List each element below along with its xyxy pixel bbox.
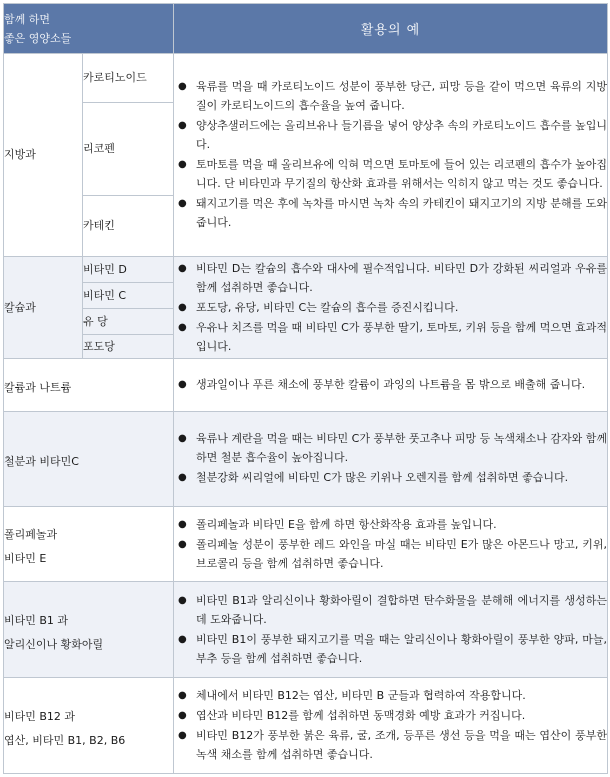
table-row	[4, 507, 608, 582]
table-row	[4, 54, 608, 102]
category-cell: 철분과 비타민C	[4, 411, 174, 507]
category-cell	[4, 507, 174, 582]
category-cell	[4, 582, 174, 678]
category-cell	[4, 678, 174, 774]
table-row	[4, 359, 608, 412]
list-item	[174, 686, 607, 705]
category-cell: 지방과	[4, 54, 83, 257]
category-line2: 비타민 E	[4, 552, 47, 566]
header-left-line2: 좋은 영양소들	[4, 31, 72, 45]
description-cell	[174, 582, 608, 678]
list-item	[174, 194, 607, 232]
description-cell	[174, 507, 608, 582]
description-cell	[174, 54, 608, 257]
table-row	[4, 257, 608, 283]
description-cell	[174, 678, 608, 774]
bullet-icon: ●	[178, 321, 187, 333]
list-item	[174, 535, 607, 573]
sub-cell: 비타민 C	[83, 283, 174, 309]
list-item	[174, 468, 607, 487]
bullet-icon: ●	[178, 710, 187, 722]
list-item	[174, 726, 607, 764]
bullet-icon: ●	[178, 120, 187, 132]
category-line2: 엽산, 비타민 B1, B2, B6	[4, 733, 126, 747]
item-text: 돼지고기를 먹은 후에 녹차를 마시면 녹차 속의 카테킨이 돼지고기의 지방 분해를 도와 줍니다.	[196, 197, 608, 230]
description-cell	[174, 411, 608, 507]
category-line1: 비타민 B12 과	[4, 709, 76, 723]
bullet-icon: ●	[178, 262, 187, 274]
bullet-icon: ●	[178, 690, 187, 702]
category-cell: 칼륨과 나트륨	[4, 359, 174, 412]
header-nutrients	[4, 4, 174, 54]
list-item	[174, 318, 607, 356]
bullet-icon: ●	[178, 433, 187, 445]
category-line1: 폴리페놀과	[4, 528, 58, 542]
bullet-icon: ●	[178, 301, 187, 313]
list-item	[174, 298, 607, 317]
bullet-icon: ●	[178, 730, 187, 742]
item-text: 육류나 계란을 먹을 때는 비타민 C가 풍부한 풋고추나 피망 등 녹색채소나 감자와 함께 하면 철분 흡수율이 높아집니다.	[196, 432, 608, 465]
item-text: 생과일이나 푸른 채소에 풍부한 칼륨이 과잉의 나트륨을 몸 밖으로 배출해 줍니다.	[196, 377, 586, 391]
sub-cell: 리코펜	[83, 102, 174, 196]
bullet-icon: ●	[178, 538, 187, 550]
table-row	[4, 582, 608, 678]
list-item	[174, 591, 607, 629]
list-item	[174, 375, 607, 394]
list-item	[174, 259, 607, 297]
item-text: 비타민 B12가 풍부한 붉은 육류, 굴, 조개, 등푸른 생선 등을 먹을 때는 엽산이 풍부한 녹색 채소를 함께 섭취하면 좋습니다.	[196, 729, 608, 762]
item-text: 비타민 B1과 알리신이나 황화아릴이 결합하면 탄수화물을 분해해 에너지를 생성하는데 도와줍니다.	[196, 593, 608, 626]
sub-cell: 유 당	[83, 309, 174, 335]
sub-cell: 카테킨	[83, 196, 174, 257]
list-item	[174, 77, 607, 115]
item-text: 포도당, 유당, 비타민 C는 칼슘의 흡수를 증진시킵니다.	[196, 300, 459, 314]
table-header-row	[4, 4, 608, 54]
bullet-icon: ●	[178, 378, 187, 390]
list-item	[174, 706, 607, 725]
bullet-icon: ●	[178, 633, 187, 645]
category-line1: 비타민 B1 과	[4, 613, 69, 627]
item-text: 체내에서 비타민 B12는 엽산, 비타민 B 군들과 협력하여 작용합니다.	[196, 689, 526, 703]
nutrient-table	[3, 3, 608, 774]
item-text: 폴리페놀과 비타민 E을 함께 하면 항산화작용 효과를 높입니다.	[196, 517, 497, 531]
item-text: 철분강화 씨리얼에 비타민 C가 많은 키위나 오렌지를 함께 섭취하면 좋습니다.	[196, 471, 569, 485]
category-cell: 칼슘과	[4, 257, 83, 359]
list-item	[174, 429, 607, 467]
category-line2: 알리신이나 황화아릴	[4, 637, 104, 651]
item-text: 양상추샐러드에는 올리브유나 들기름을 넣어 양상추 속의 카로티노이드 흡수를 높입니다.	[196, 119, 608, 152]
bullet-icon: ●	[178, 81, 187, 93]
header-usage-examples: 활용의 예	[174, 4, 608, 54]
list-item	[174, 116, 607, 154]
sub-cell: 카로티노이드	[83, 54, 174, 102]
list-item	[174, 155, 607, 193]
list-item	[174, 515, 607, 534]
table-row	[4, 411, 608, 507]
bullet-icon: ●	[178, 159, 187, 171]
item-text: 비타민 D는 칼슘의 흡수와 대사에 필수적입니다. 비타민 D가 강화된 씨리얼과 우유를 함께 섭취하면 좋습니다.	[196, 261, 608, 294]
item-text: 비타민 B1이 풍부한 돼지고기를 먹을 때는 알리신이나 황화아릴이 풍부한 양파, 마늘, 부추 등을 함께 섭취하면 좋습니다.	[196, 632, 608, 665]
sub-cell: 포도당	[83, 335, 174, 359]
bullet-icon: ●	[178, 198, 187, 210]
item-text: 육류를 먹을 때 카로티노이드 성분이 풍부한 당근, 피망 등을 같이 먹으면 육류의 지방질이 카로티노이드의 흡수율을 높여 줍니다.	[196, 80, 608, 113]
item-text: 폴리페놀 성분이 풍부한 레드 와인을 마실 때는 비타민 E가 많은 아몬드나 망고, 키위, 브로콜리 등을 함께 섭취하면 좋습니다.	[196, 537, 608, 570]
sub-cell: 비타민 D	[83, 257, 174, 283]
bullet-icon: ●	[178, 518, 187, 530]
item-text: 토마토를 먹을 때 올리브유에 익혀 먹으면 토마토에 들어 있는 리코펜의 흡수가 높아집니다. 단 비타민과 무기질의 항산화 효과를 위해서는 익히지 않고 먹는 것도 좋습니다.	[196, 158, 608, 191]
bullet-icon: ●	[178, 472, 187, 484]
item-text: 엽산과 비타민 B12를 함께 섭취하면 동맥경화 예방 효과가 커집니다.	[196, 709, 526, 723]
item-text: 우유나 치즈를 먹을 때 비타민 C가 풍부한 딸기, 토마토, 키위 등을 함께 먹으면 효과적입니다.	[196, 320, 608, 353]
list-item	[174, 630, 607, 668]
table-row	[4, 678, 608, 774]
bullet-icon: ●	[178, 594, 187, 606]
header-left-line1: 함께 하면	[4, 12, 51, 26]
description-cell	[174, 257, 608, 359]
description-cell	[174, 359, 608, 412]
